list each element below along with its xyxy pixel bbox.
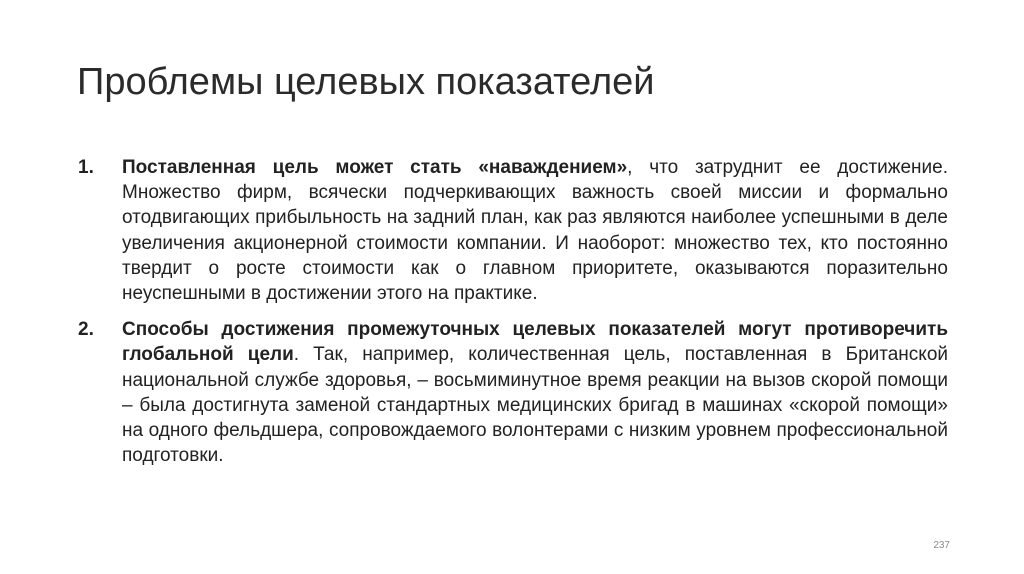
list-item-number: 2. xyxy=(78,319,94,341)
list-item-number: 1. xyxy=(78,157,94,178)
slide-title: Проблемы целевых показателей xyxy=(77,61,655,103)
problems-list xyxy=(78,155,948,479)
list-item-bold-text: Способы достижения промежуточных целевых показателей могут противоречить глобальной цели xyxy=(122,319,948,366)
list-item xyxy=(78,317,948,468)
list-item-text xyxy=(122,319,948,466)
list-item-bold-text: Поставленная цель может стать «наваждением» xyxy=(122,157,628,178)
list-item xyxy=(78,155,948,306)
list-item-text xyxy=(122,157,948,304)
page-number: 237 xyxy=(933,540,950,551)
list-item-rest-text: . Так, например, количественная цель, поставленная в Британской национальной службе здоровья, – восьмиминутное время реакции на вызов скорой помощи – была достигнута заменой стандартных медицинских бригад в машинах «скорой помощи» на одного фельдшера, сопровождаемого волонтерами с низким уровнем профессиональной подготовки. xyxy=(122,344,948,467)
list-item-rest-text: , что затруднит ее достижение. Множество фирм, всячески подчеркивающих важность своей миссии и формально отодвигающих прибыльность на задний план, как раз являются наиболее успешными в деле увеличения акционерной стоимости компании. И наоборот: множество тех, кто постоянно твердит о росте стоимости как о главном приоритете, оказываются поразительно неуспешными в достижении этого на практике. xyxy=(122,157,948,305)
